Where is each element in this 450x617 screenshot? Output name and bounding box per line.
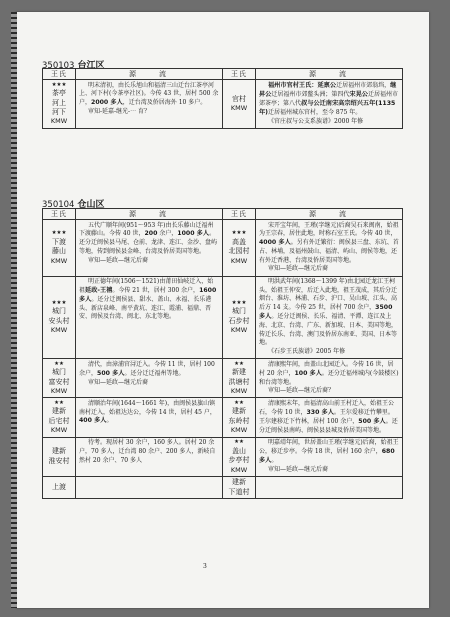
kmw-mark: KMW [50,256,68,265]
emphasis-text: 福州市官村王氏 [268,81,312,89]
origin-text-cell [256,398,403,437]
lineage-note: 审知—延政—继元后裔 [88,378,149,386]
header-wang: 王氏 [223,209,256,220]
kmw-mark: KMW [230,104,248,113]
clan-place-name: 城门 [232,307,246,316]
rating-stars: ★★ [234,439,244,446]
table-header-row [43,209,403,220]
rating-stars: ★★ [54,400,64,407]
section-code: 350104 [42,200,75,210]
emphasis-text: 3500 多人 [259,304,393,321]
emphasis-text: 1600 多人 [79,286,217,303]
kmw-mark: KMW [50,117,68,126]
origin-paragraph: 宋开宝年间，王瑾(字继元)后裔吴石来闽南，始祖为王宗春，居住此地，时称石室王氏。今传 40 世，4000 多人。另有外迁繁衍：闽侯县三盘、东坑、首占、林埔，及福州鼓山、福清、屿山、闽侯等地，还有外迁香港、台湾及侨居美国等地。 [259,221,399,264]
rating-stars: ★★ [234,360,244,367]
clan-place-name: 建新 [52,407,66,416]
header-wang: 王氏 [43,69,76,80]
lineage-note: 审知—延政—继元后裔 [88,256,149,264]
emphasis-text: 4000 多人 [259,239,291,247]
clan-place-name: 石步村 [228,316,250,325]
clan-label-cell [223,477,256,499]
origin-paragraph: 待考。现居村 30 余户，160 多人。居村 20 余户，70 多人，迁台湾 80 余户、200 多人，新岐自然村 20 余户、70 多人 [79,439,216,464]
clan-place-name: 后宅村 [48,416,70,425]
origin-text-cell [76,220,223,276]
kmw-mark: KMW [50,326,68,335]
table-row [43,80,403,129]
emphasis-text: 500 多人 [358,417,386,425]
rating-stars: ★★★ [231,299,247,306]
emphasis-text: 680 多人 [259,447,395,464]
origin-text-cell [76,276,223,359]
kmw-mark: KMW [230,387,248,396]
origin-paragraph: 明洪武年间(1368～1399 年)由北园迁龙江王柯头，始祖王仲安，后迁入此地，祖王茂成，其后分迁烟台、淮坊、林浦、石步、沪口、吴山坡、江头、高后方 14 支。今传 25 世，居村 700 余户，3500 多人。还分迁闽侯、长乐、福清、平潭、连江及上海、北京、台湾、广东、新加坡、日本、美国等地，传迁长乐、台湾、澳门及侨居东南亚、美国、日本等地。 [259,278,398,347]
clan-place-name: 上渡 [52,482,66,491]
origin-text-cell [256,276,403,359]
clan-place-name: 河上 [52,98,66,107]
header-wang: 王氏 [43,209,76,220]
header-yuanliu: 源 流 [256,209,403,220]
genealogy-table [42,208,403,499]
clan-place-name: 建新 [232,407,246,416]
clan-place-name: 洪塘村 [228,377,250,386]
binder-edge [11,12,17,608]
kmw-mark: KMW [230,256,248,265]
table-row [43,437,403,476]
clan-label-cell [223,359,256,398]
clan-place-name: 下道村 [228,487,250,496]
emphasis-text: 500 多人 [97,369,125,377]
clan-place-name: 盖山 [232,446,246,455]
origin-paragraph: 清康熙末年，由福清高山前王村迁入，始祖王公石，今传 10 世，330 多人。王尔爱移迁竹攀里。王尔建移迁下竹林，居村 100 余户，500 多人。还分迁闽侯县南屿、闽侯县县城及侨居美国等地。 [259,399,398,434]
header-yuanliu: 源 流 [76,69,223,80]
table-row [43,477,403,499]
genealogy-table [42,68,403,129]
clan-label-cell [43,359,76,398]
origin-text-cell [256,80,403,129]
clan-place-name: 高盖 [232,237,246,246]
lineage-note: 《石步王氏族谱》2005 年修 [268,348,346,356]
clan-label-cell [43,80,76,129]
clan-place-name: 茶亭 [52,89,66,98]
clan-place-name: 河下 [52,108,66,116]
emphasis-text: 叔与公 [301,99,320,107]
origin-paragraph: 福州市官村王氏：延禀公迁居福州市郊翁垱，继昇公迁居福州市郊鳌头洲；第四代宋晃公迁居福州市郊茶亭；第八代叔与公迁南宋高宗绍兴五年(1135 年)迁居福州城东官村，至今 875 年。 [259,81,398,116]
header-yuanliu: 源 流 [256,69,403,80]
origin-paragraph: 明末清初，由长乐旭山和福清三山迁台江茶亭河上、河下村(今茶亭社区)。今传 43 世，居村 500 余户，2000 多人，迁台湾及侨居海外 10 多户。 [79,81,219,107]
origin-text-cell [76,359,223,398]
clan-label-cell [223,398,256,437]
header-yuanliu: 源 流 [76,209,223,220]
clan-label-cell [223,80,256,129]
origin-text-cell [76,80,223,129]
clan-place-name: 城门 [52,307,66,316]
table-row [43,398,403,437]
origin-text-cell [76,398,223,437]
emphasis-text: 1000 多人 [177,230,210,238]
kmw-mark: KMW [230,426,248,435]
clan-place-name: 东岭村 [228,416,250,425]
clan-place-name: 北园村 [228,247,250,256]
origin-paragraph: 清顺治年间(1644～1661 年)，由闽侯县旗山镇南村迁入，始祖达达公，今传 14 世，居村 45 户，400 多人。 [79,399,216,425]
kmw-mark: KMW [230,465,248,474]
table-row [43,276,403,359]
kmw-mark: KMW [50,426,68,435]
kmw-mark: KMW [50,387,68,396]
clan-label-cell [43,477,76,499]
table-row [43,359,403,398]
origin-text-cell [256,437,403,476]
clan-place-name: 富安村 [48,377,70,386]
origin-text-cell [76,437,223,476]
clan-place-name: 城门 [52,368,66,377]
lineage-note: 审知—延政—继元后裔 [268,265,329,273]
origin-text-cell [76,477,223,499]
clan-label-cell [43,276,76,359]
origin-paragraph: 明正德年间(1506～1521)由莆田仙岐迁入，始祖延政-王禧。今传 21 世，居村 300 余户，1600 多人。还分迁闽侯县、甜水、盖山、永福、长乐港头、新店泉峰、南平黄坑、连江、霞浦、福鼎、晋安、闽侯及台湾、闽北、东北等地。 [79,278,217,321]
lineage-note: 《官庄叔与公支系族谱》2000 年修 [268,117,364,125]
rating-stars: ★★★ [231,230,247,237]
emphasis-text: 400 多人 [79,417,107,425]
emphasis-text: 2000 多人 [91,99,123,107]
origin-text-cell [256,220,403,276]
clan-place-name: 官村 [232,94,246,103]
clan-place-name: 藤山 [52,247,66,256]
origin-paragraph: 清代，由漳浦官浔迁入。今传 11 世，居村 100 余户，500 多人。还分迁迁福州等地。 [79,360,215,377]
lineage-note: 审知-延嘉-继光-⋯ 育？ [88,108,150,115]
table-header-row [43,69,403,80]
section-code: 350103 [42,61,75,71]
rating-stars: ★★★ [51,299,67,306]
section-name: 仓山区 [77,200,105,210]
rating-stars: ★★★ [51,81,67,88]
emphasis-text: 100 多人 [294,369,322,377]
page-number: 3 [203,563,207,570]
origin-text-cell [256,359,403,398]
origin-paragraph: 五代广顺年间(951～953 年)由长乐藤山迁福州下渡藤山。今传 40 世，200 余户，1000 多人。还分迁闽侯县马尾、仓前、龙津、连江、金沙、盘屿等地，传到闽侯县金峰、台湾及侨居美国等地。 [79,221,218,255]
table-row [43,220,403,276]
clan-place-name: 建新 [52,447,66,456]
clan-label-cell [43,437,76,476]
clan-place-name: 步亭村 [228,456,250,465]
rating-stars: ★★★ [51,230,67,237]
rating-stars: ★★ [54,360,64,367]
clan-place-name: 建新 [232,478,246,487]
emphasis-text: 继昇公 [259,81,397,98]
kmw-mark: KMW [230,326,248,335]
origin-paragraph: 明嘉靖年间，世居盖山王瑾(字继元)后裔，始祖王公，移迁步亭。今传 18 世，居村 160 余户，680 多人。 [259,439,399,464]
clan-label-cell [223,276,256,359]
clan-label-cell [43,398,76,437]
lineage-note: 审知—延政—继元后裔？ [268,387,335,395]
clan-label-cell [43,220,76,276]
clan-place-name: 新建 [232,368,246,377]
emphasis-text: 330 多人 [306,408,334,416]
section-name: 台江区 [77,61,105,71]
clan-label-cell [223,220,256,276]
clan-place-name: 安头村 [48,316,70,325]
clan-place-name: 淮安村 [48,456,70,465]
header-wang: 王氏 [223,69,256,80]
origin-text-cell [256,477,403,499]
clan-place-name: 下渡 [52,237,66,246]
emphasis-text: 宋晃公 [349,90,368,98]
emphasis-text: 200 [144,230,158,238]
rating-stars: ★★ [234,400,244,407]
lineage-note: 审知—延政—继元后裔 [268,465,329,473]
origin-paragraph: 清康熙年间，由盖山北园迁入。今传 16 世，居村 20 余户，100 多人。还分迁福州城内(今鼓楼区)和台湾等地。 [259,360,399,386]
emphasis-text: ：延禀公 [311,81,337,89]
emphasis-text: 迁南宋高宗绍兴五年(1135 年) [259,99,396,116]
clan-label-cell [223,437,256,476]
emphasis-text: 延政-王禧 [85,286,113,294]
